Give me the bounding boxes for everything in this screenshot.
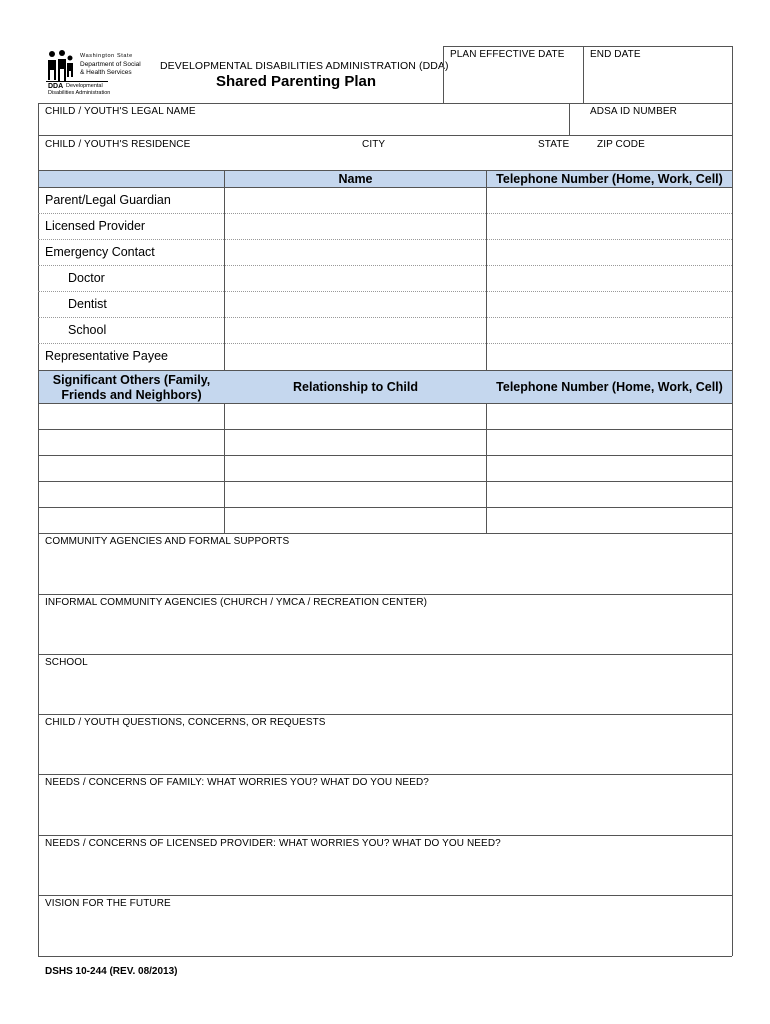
section-provider-needs-field[interactable] bbox=[40, 852, 730, 895]
others-row-5-phone[interactable] bbox=[488, 508, 731, 533]
legal-name-field[interactable] bbox=[40, 118, 568, 134]
others-row-1-phone[interactable] bbox=[488, 404, 731, 429]
logo-dda-line1: Developmental bbox=[66, 83, 103, 89]
others-row-5-relationship[interactable] bbox=[226, 508, 485, 533]
row-doctor-label: Doctor bbox=[68, 271, 105, 285]
contacts-col-phone: Telephone Number (Home, Work, Cell) bbox=[496, 172, 723, 186]
adsa-id-label: ADSA ID NUMBER bbox=[590, 106, 677, 117]
others-row-3-name[interactable] bbox=[40, 456, 223, 481]
emergency-contact-name-field[interactable] bbox=[226, 240, 485, 265]
row-school-label: School bbox=[68, 323, 107, 337]
residence-field[interactable] bbox=[40, 152, 730, 169]
section-community-agencies-field[interactable] bbox=[40, 550, 730, 593]
others-col-significant-others: Significant Others (Family, Friends and Neighbors) bbox=[52, 373, 211, 402]
section-school-field[interactable] bbox=[40, 671, 730, 714]
contacts-col-name: Name bbox=[338, 172, 373, 186]
licensed-provider-phone-field[interactable] bbox=[488, 214, 731, 239]
plan-effective-date-field[interactable] bbox=[444, 62, 582, 102]
others-row-1-relationship[interactable] bbox=[226, 404, 485, 429]
row-licensed-provider-label: Licensed Provider bbox=[45, 219, 146, 233]
section-community-agencies-label: COMMUNITY AGENCIES AND FORMAL SUPPORTS bbox=[45, 536, 290, 547]
others-row-2-name[interactable] bbox=[40, 430, 223, 455]
logo-dept-line2: & Health Services bbox=[80, 69, 132, 76]
section-school-label: SCHOOL bbox=[45, 657, 88, 668]
zip-code-label: ZIP CODE bbox=[597, 139, 645, 150]
section-child-questions-field[interactable] bbox=[40, 731, 730, 774]
others-row-3-phone[interactable] bbox=[488, 456, 731, 481]
others-row-2-phone[interactable] bbox=[488, 430, 731, 455]
dshs-logo bbox=[46, 50, 146, 96]
section-provider-needs-label: NEEDS / CONCERNS OF LICENSED PROVIDER: WHAT WORRIES YOU? WHAT DO YOU NEED? bbox=[45, 838, 501, 849]
end-date-label: END DATE bbox=[590, 49, 641, 60]
plan-effective-date-label: PLAN EFFECTIVE DATE bbox=[450, 49, 565, 60]
dentist-name-field[interactable] bbox=[226, 292, 485, 317]
others-row-4-phone[interactable] bbox=[488, 482, 731, 507]
parent-guardian-name-field[interactable] bbox=[226, 188, 485, 213]
others-row-2-relationship[interactable] bbox=[226, 430, 485, 455]
form-number: DSHS 10-244 (REV. 08/2013) bbox=[45, 966, 178, 977]
residence-label: CHILD / YOUTH'S RESIDENCE bbox=[45, 139, 191, 150]
page-title: Shared Parenting Plan bbox=[216, 73, 377, 90]
logo-dda-line2: Disabilities Administration bbox=[48, 90, 111, 96]
legal-name-label: CHILD / YOUTH'S LEGAL NAME bbox=[45, 106, 196, 117]
others-col-relationship: Relationship to Child bbox=[293, 380, 418, 394]
row-emergency-contact-label: Emergency Contact bbox=[45, 245, 155, 259]
section-family-needs-field[interactable] bbox=[40, 791, 730, 834]
family-figures-icon bbox=[46, 50, 76, 84]
agency-name: DEVELOPMENTAL DISABILITIES ADMINISTRATION (DDA) bbox=[160, 60, 449, 72]
section-informal-agencies-label: INFORMAL COMMUNITY AGENCIES (CHURCH / YMCA / RECREATION CENTER) bbox=[45, 597, 428, 608]
emergency-contact-phone-field[interactable] bbox=[488, 240, 731, 265]
others-row-4-relationship[interactable] bbox=[226, 482, 485, 507]
doctor-phone-field[interactable] bbox=[488, 266, 731, 291]
others-row-5-name[interactable] bbox=[40, 508, 223, 533]
representative-payee-name-field[interactable] bbox=[226, 344, 485, 369]
doctor-name-field[interactable] bbox=[226, 266, 485, 291]
section-family-needs-label: NEEDS / CONCERNS OF FAMILY: WHAT WORRIES YOU? WHAT DO YOU NEED? bbox=[45, 777, 429, 788]
state-label: STATE bbox=[538, 139, 570, 150]
logo-dept-line1: Department of Social bbox=[80, 61, 141, 68]
others-row-1-name[interactable] bbox=[40, 404, 223, 429]
school-phone-field[interactable] bbox=[488, 318, 731, 343]
others-row-3-relationship[interactable] bbox=[226, 456, 485, 481]
row-representative-payee-label: Representative Payee bbox=[45, 349, 168, 363]
others-col-phone: Telephone Number (Home, Work, Cell) bbox=[496, 380, 723, 394]
logo-dda-abbr: DDA bbox=[48, 83, 64, 90]
others-row-4-name[interactable] bbox=[40, 482, 223, 507]
adsa-id-field[interactable] bbox=[571, 118, 731, 134]
licensed-provider-name-field[interactable] bbox=[226, 214, 485, 239]
row-dentist-label: Dentist bbox=[68, 297, 107, 311]
school-name-field[interactable] bbox=[226, 318, 485, 343]
end-date-field[interactable] bbox=[584, 62, 731, 102]
row-parent-guardian-label: Parent/Legal Guardian bbox=[45, 193, 171, 207]
section-vision-field[interactable] bbox=[40, 912, 730, 955]
section-child-questions-label: CHILD / YOUTH QUESTIONS, CONCERNS, OR REQUESTS bbox=[45, 717, 326, 728]
section-vision-label: VISION FOR THE FUTURE bbox=[45, 898, 171, 909]
dentist-phone-field[interactable] bbox=[488, 292, 731, 317]
representative-payee-phone-field[interactable] bbox=[488, 344, 731, 369]
city-label: CITY bbox=[362, 139, 386, 150]
section-informal-agencies-field[interactable] bbox=[40, 611, 730, 654]
logo-state-text: Washington State bbox=[80, 53, 133, 59]
parent-guardian-phone-field[interactable] bbox=[488, 188, 731, 213]
